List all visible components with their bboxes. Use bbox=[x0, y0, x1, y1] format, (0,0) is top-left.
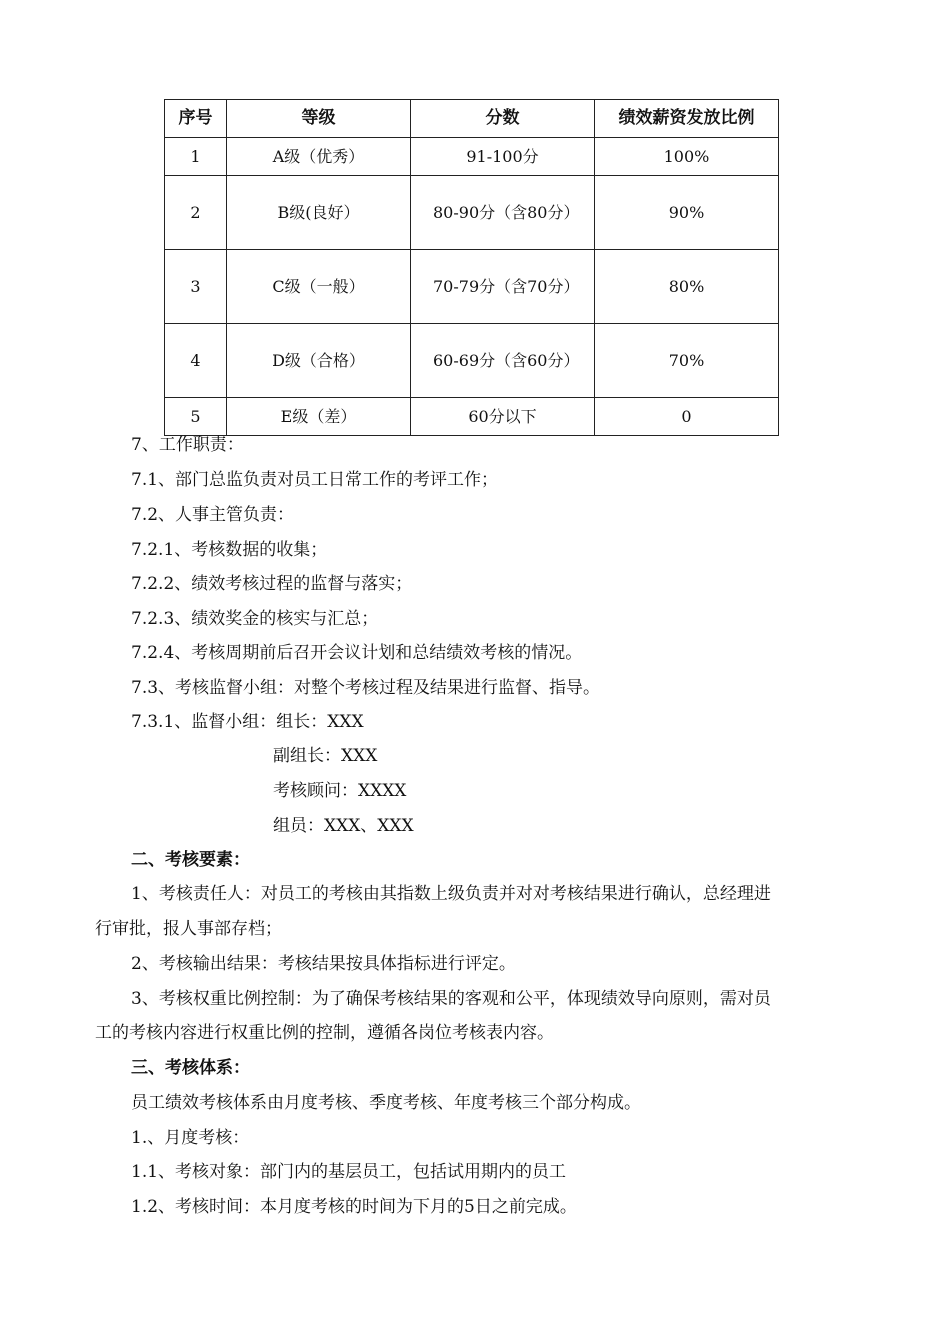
table-row bbox=[165, 324, 779, 398]
cell-pay-ratio: 80% bbox=[595, 250, 779, 324]
paragraph-line: 7.2.1、考核数据的收集； bbox=[131, 540, 328, 560]
cell-pay-ratio: 100% bbox=[595, 138, 779, 176]
paragraph-line: 行审批，报人事部存档； bbox=[95, 919, 282, 939]
paragraph-line: 7.3、考核监督小组：对整个考核过程及结果进行监督、指导。 bbox=[131, 678, 601, 698]
section-heading: 二、考核要素： bbox=[131, 850, 250, 870]
table-header-row bbox=[165, 100, 779, 138]
cell-grade: E级（差） bbox=[227, 398, 411, 436]
cell-pay-ratio: 90% bbox=[595, 176, 779, 250]
cell-grade: C级（一般） bbox=[227, 250, 411, 324]
cell-pay-ratio: 0 bbox=[595, 398, 779, 436]
header-score: 分数 bbox=[411, 100, 595, 138]
section-heading-duties: 7、工作职责： bbox=[131, 435, 244, 455]
paragraph-line: 3、考核权重比例控制：为了确保考核结果的客观和公平，体现绩效导向原则，需对员 bbox=[131, 989, 771, 1009]
table-row bbox=[165, 176, 779, 250]
paragraph-line: 组员：XXX、XXX bbox=[273, 816, 414, 836]
cell-index: 5 bbox=[165, 398, 227, 436]
paragraph-line: 工的考核内容进行权重比例的控制，遵循各岗位考核表内容。 bbox=[95, 1023, 554, 1043]
paragraph-line: 考核顾问：XXXX bbox=[273, 781, 407, 801]
cell-score: 91-100分 bbox=[411, 138, 595, 176]
cell-score: 60分以下 bbox=[411, 398, 595, 436]
cell-index: 2 bbox=[165, 176, 227, 250]
cell-score: 60-69分（含60分） bbox=[411, 324, 595, 398]
cell-index: 4 bbox=[165, 324, 227, 398]
header-index: 序号 bbox=[165, 100, 227, 138]
cell-grade: D级（合格） bbox=[227, 324, 411, 398]
paragraph-line: 1.、月度考核： bbox=[131, 1128, 250, 1148]
cell-score: 80-90分（含80分） bbox=[411, 176, 595, 250]
header-pay-ratio: 绩效薪资发放比例 bbox=[595, 100, 779, 138]
paragraph-line: 7.2.4、考核周期前后召开会议计划和总结绩效考核的情况。 bbox=[131, 643, 583, 663]
cell-index: 1 bbox=[165, 138, 227, 176]
cell-pay-ratio: 70% bbox=[595, 324, 779, 398]
paragraph-line: 7.2.3、绩效奖金的核实与汇总； bbox=[131, 609, 379, 629]
cell-score: 70-79分（含70分） bbox=[411, 250, 595, 324]
table-row bbox=[165, 250, 779, 324]
paragraph-line: 7.2.2、绩效考核过程的监督与落实； bbox=[131, 574, 413, 594]
header-grade: 等级 bbox=[227, 100, 411, 138]
paragraph-line: 副组长：XXX bbox=[273, 746, 378, 766]
section-heading: 三、考核体系： bbox=[131, 1058, 250, 1078]
table-row bbox=[165, 138, 779, 176]
cell-grade: A级（优秀） bbox=[227, 138, 411, 176]
grade-table bbox=[164, 99, 779, 436]
table-row bbox=[165, 398, 779, 436]
paragraph-line: 1.1、考核对象：部门内的基层员工，包括试用期内的员工 bbox=[131, 1162, 567, 1182]
paragraph-line: 2、考核输出结果：考核结果按具体指标进行评定。 bbox=[131, 954, 516, 974]
paragraph-line: 1、考核责任人：对员工的考核由其指数上级负责并对对考核结果进行确认，总经理进 bbox=[131, 884, 771, 904]
paragraph-line: 员工绩效考核体系由月度考核、季度考核、年度考核三个部分构成。 bbox=[131, 1093, 641, 1113]
cell-index: 3 bbox=[165, 250, 227, 324]
cell-grade: B级(良好） bbox=[227, 176, 411, 250]
paragraph-line: 7.1、部门总监负责对员工日常工作的考评工作； bbox=[131, 470, 499, 490]
paragraph-line: 1.2、考核时间：本月度考核的时间为下月的5日之前完成。 bbox=[131, 1197, 577, 1217]
paragraph-line: 7.2、人事主管负责： bbox=[131, 505, 295, 525]
paragraph-line: 7.3.1、监督小组：组长：XXX bbox=[131, 712, 364, 732]
